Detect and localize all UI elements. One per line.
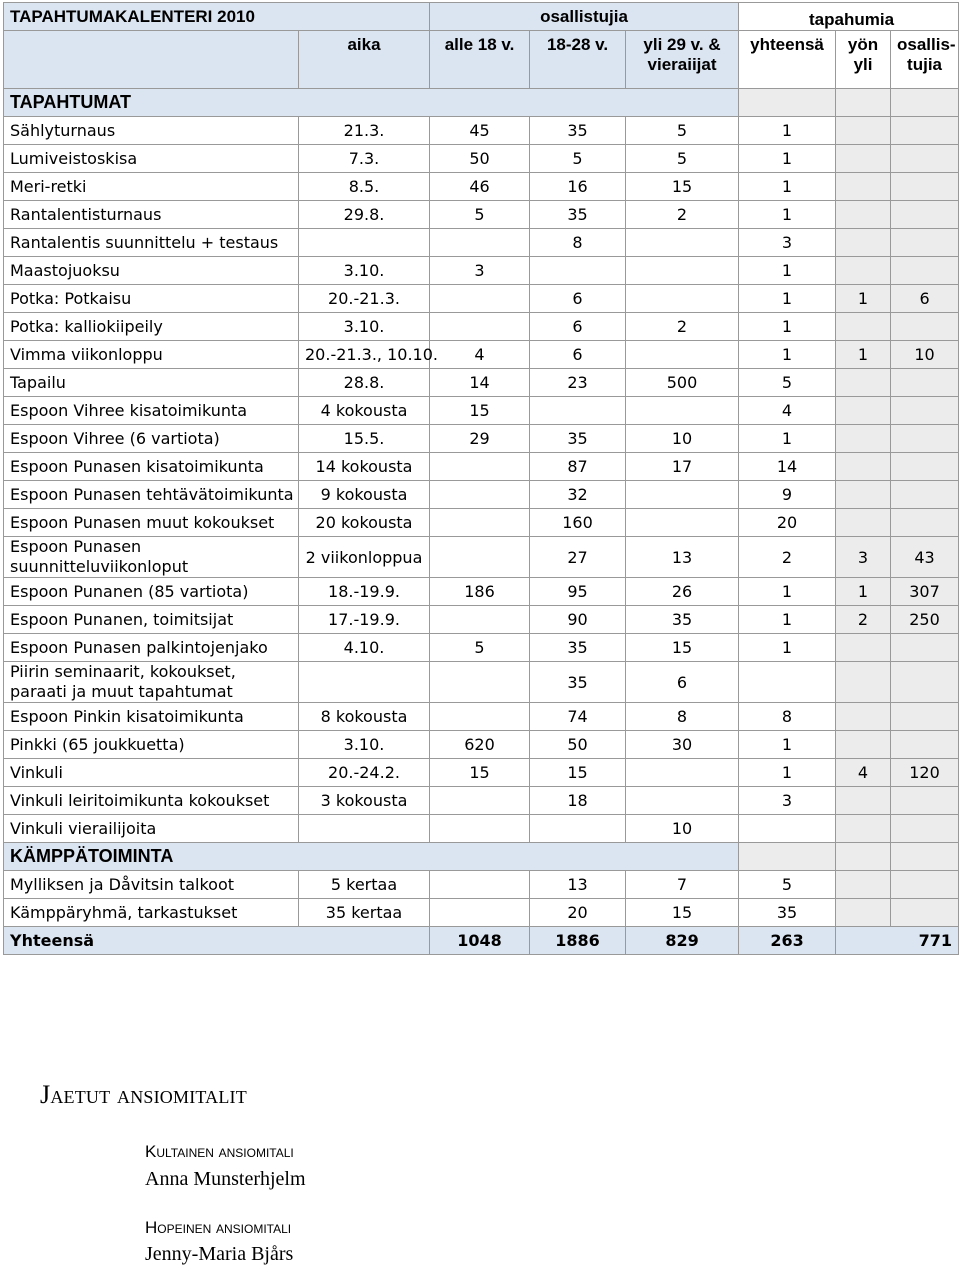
event-count: 5 bbox=[430, 634, 530, 662]
event-participants bbox=[891, 815, 959, 843]
totals-row bbox=[4, 927, 959, 955]
event-count: 35 bbox=[739, 899, 836, 927]
event-count: 1 bbox=[739, 606, 836, 634]
event-name: Espoon Punasen kisatoimikunta bbox=[4, 453, 299, 481]
event-count: 2 bbox=[739, 537, 836, 578]
event-count: 9 bbox=[739, 481, 836, 509]
section-events-row bbox=[4, 89, 959, 117]
event-count: 74 bbox=[530, 703, 626, 731]
event-count: 1 bbox=[739, 578, 836, 606]
event-count: 16 bbox=[530, 173, 626, 201]
event-time: 29.8. bbox=[299, 201, 430, 229]
section-kamppa-row bbox=[4, 843, 959, 871]
event-count: 6 bbox=[530, 285, 626, 313]
event-count bbox=[430, 871, 530, 899]
event-nights bbox=[836, 313, 891, 341]
event-time: 7.3. bbox=[299, 145, 430, 173]
event-participants: 43 bbox=[891, 537, 959, 578]
event-name: Meri-retki bbox=[4, 173, 299, 201]
event-time: 3.10. bbox=[299, 313, 430, 341]
event-participants bbox=[891, 369, 959, 397]
event-count: 620 bbox=[430, 731, 530, 759]
event-participants bbox=[891, 871, 959, 899]
event-participants: 120 bbox=[891, 759, 959, 787]
calendar-title: TAPAHTUMAKALENTERI 2010 bbox=[4, 3, 430, 31]
event-participants bbox=[891, 229, 959, 257]
table-row bbox=[4, 229, 959, 257]
event-count bbox=[430, 899, 530, 927]
table-row bbox=[4, 201, 959, 229]
gold-medal-title: Kultainen ansiomitali bbox=[145, 1142, 294, 1161]
event-participants: 10 bbox=[891, 341, 959, 369]
event-count: 1 bbox=[739, 145, 836, 173]
event-count: 13 bbox=[626, 537, 739, 578]
event-participants bbox=[891, 453, 959, 481]
event-name: Vinkuli bbox=[4, 759, 299, 787]
event-count bbox=[430, 606, 530, 634]
event-time: 5 kertaa bbox=[299, 871, 430, 899]
medals-title: Jaetut ansiomitalit bbox=[40, 1080, 247, 1109]
event-time: 14 kokousta bbox=[299, 453, 430, 481]
event-nights bbox=[836, 662, 891, 703]
event-time: 3.10. bbox=[299, 257, 430, 285]
event-count bbox=[430, 481, 530, 509]
event-participants bbox=[891, 425, 959, 453]
event-time bbox=[299, 815, 430, 843]
event-name: Vinkuli vierailijoita bbox=[4, 815, 299, 843]
totals-value: 1886 bbox=[530, 927, 626, 955]
col-18-28-header: 18-28 v. bbox=[530, 31, 626, 89]
col-participants-header: osallis- tujia bbox=[891, 31, 959, 89]
event-nights bbox=[836, 703, 891, 731]
event-count: 3 bbox=[739, 229, 836, 257]
event-participants bbox=[891, 787, 959, 815]
event-nights bbox=[836, 509, 891, 537]
event-calendar-table bbox=[3, 2, 959, 955]
header-row-1 bbox=[4, 3, 959, 31]
table-row bbox=[4, 117, 959, 145]
event-time: 17.-19.9. bbox=[299, 606, 430, 634]
event-nights: 1 bbox=[836, 578, 891, 606]
table-row bbox=[4, 759, 959, 787]
event-participants: 307 bbox=[891, 578, 959, 606]
event-nights bbox=[836, 815, 891, 843]
event-count: 10 bbox=[626, 425, 739, 453]
event-count: 5 bbox=[739, 871, 836, 899]
event-nights bbox=[836, 899, 891, 927]
gold-medal-recipient: Anna Munsterhjelm bbox=[145, 1168, 306, 1190]
event-count: 27 bbox=[530, 537, 626, 578]
event-count: 20 bbox=[530, 899, 626, 927]
event-nights bbox=[836, 731, 891, 759]
event-count: 6 bbox=[530, 313, 626, 341]
event-count bbox=[626, 229, 739, 257]
table-row bbox=[4, 787, 959, 815]
event-name: Vinkuli leiritoimikunta kokoukset bbox=[4, 787, 299, 815]
event-count bbox=[626, 257, 739, 285]
nights-group-header: tapahumia bbox=[739, 3, 959, 31]
event-time: 9 kokousta bbox=[299, 481, 430, 509]
event-name: Rantalentisturnaus bbox=[4, 201, 299, 229]
table-row bbox=[4, 257, 959, 285]
event-count: 15 bbox=[626, 899, 739, 927]
event-count bbox=[430, 453, 530, 481]
event-count: 160 bbox=[530, 509, 626, 537]
event-nights: 4 bbox=[836, 759, 891, 787]
event-count: 4 bbox=[430, 341, 530, 369]
event-count: 35 bbox=[626, 606, 739, 634]
event-count bbox=[739, 662, 836, 703]
event-nights bbox=[836, 257, 891, 285]
event-count bbox=[626, 341, 739, 369]
table-row bbox=[4, 703, 959, 731]
event-count: 3 bbox=[739, 787, 836, 815]
event-count bbox=[626, 397, 739, 425]
event-count bbox=[430, 537, 530, 578]
event-participants: 6 bbox=[891, 285, 959, 313]
table-row bbox=[4, 173, 959, 201]
event-count: 30 bbox=[626, 731, 739, 759]
table-row bbox=[4, 453, 959, 481]
col-total-header: yhteensä bbox=[739, 31, 836, 89]
event-time: 21.3. bbox=[299, 117, 430, 145]
table-row bbox=[4, 634, 959, 662]
event-count: 8 bbox=[739, 703, 836, 731]
event-participants bbox=[891, 634, 959, 662]
event-time: 8 kokousta bbox=[299, 703, 430, 731]
table-row bbox=[4, 731, 959, 759]
event-name: Sählyturnaus bbox=[4, 117, 299, 145]
table-row bbox=[4, 397, 959, 425]
event-count: 50 bbox=[430, 145, 530, 173]
event-nights: 1 bbox=[836, 285, 891, 313]
event-count: 20 bbox=[739, 509, 836, 537]
event-nights bbox=[836, 229, 891, 257]
event-name: Maastojuoksu bbox=[4, 257, 299, 285]
event-name: Mylliksen ja Dåvitsin talkoot bbox=[4, 871, 299, 899]
event-count: 90 bbox=[530, 606, 626, 634]
event-name: Espoon Pinkin kisatoimikunta bbox=[4, 703, 299, 731]
event-count: 32 bbox=[530, 481, 626, 509]
event-nights bbox=[836, 369, 891, 397]
col-nights-header: yön yli bbox=[836, 31, 891, 89]
event-time bbox=[299, 662, 430, 703]
event-time: 2 viikonloppua bbox=[299, 537, 430, 578]
event-count: 45 bbox=[430, 117, 530, 145]
event-name: Piirin seminaarit, kokoukset, paraati ja muut tapahtumat bbox=[4, 662, 299, 703]
event-time: 15.5. bbox=[299, 425, 430, 453]
event-count: 5 bbox=[530, 145, 626, 173]
event-participants bbox=[891, 257, 959, 285]
event-time: 28.8. bbox=[299, 369, 430, 397]
event-count bbox=[626, 509, 739, 537]
event-count: 1 bbox=[739, 285, 836, 313]
event-nights bbox=[836, 453, 891, 481]
header-row-2 bbox=[4, 31, 959, 89]
event-count bbox=[430, 313, 530, 341]
event-count: 186 bbox=[430, 578, 530, 606]
table-row bbox=[4, 313, 959, 341]
event-participants bbox=[891, 662, 959, 703]
table-row bbox=[4, 425, 959, 453]
event-count: 7 bbox=[626, 871, 739, 899]
table-row bbox=[4, 578, 959, 606]
medals-section bbox=[40, 1080, 306, 1265]
event-time bbox=[299, 229, 430, 257]
event-nights: 1 bbox=[836, 341, 891, 369]
event-name: Espoon Punasen tehtävätoimikunta bbox=[4, 481, 299, 509]
event-count: 50 bbox=[530, 731, 626, 759]
event-nights bbox=[836, 481, 891, 509]
event-time: 18.-19.9. bbox=[299, 578, 430, 606]
event-name: Espoon Punasen muut kokoukset bbox=[4, 509, 299, 537]
event-name: Espoon Vihree (6 vartiota) bbox=[4, 425, 299, 453]
silver-medal-recipient: Jenny-Maria Bjårs bbox=[145, 1243, 294, 1265]
event-count: 35 bbox=[530, 634, 626, 662]
event-participants bbox=[891, 481, 959, 509]
event-participants: 250 bbox=[891, 606, 959, 634]
event-count: 17 bbox=[626, 453, 739, 481]
event-time: 3 kokousta bbox=[299, 787, 430, 815]
event-count bbox=[430, 662, 530, 703]
event-count: 1 bbox=[739, 201, 836, 229]
event-count: 10 bbox=[626, 815, 739, 843]
table-row bbox=[4, 285, 959, 313]
event-count: 6 bbox=[626, 662, 739, 703]
event-name: Espoon Punanen (85 vartiota) bbox=[4, 578, 299, 606]
event-count: 14 bbox=[430, 369, 530, 397]
event-count: 1 bbox=[739, 634, 836, 662]
event-participants bbox=[891, 313, 959, 341]
event-count bbox=[626, 787, 739, 815]
event-name: Espoon Punasen suunnitteluviikonloput bbox=[4, 537, 299, 578]
event-name: Potka: Potkaisu bbox=[4, 285, 299, 313]
table-row bbox=[4, 899, 959, 927]
event-count: 5 bbox=[626, 117, 739, 145]
event-nights bbox=[836, 117, 891, 145]
event-count: 46 bbox=[430, 173, 530, 201]
event-count: 1 bbox=[739, 257, 836, 285]
event-count: 35 bbox=[530, 201, 626, 229]
event-count bbox=[430, 285, 530, 313]
event-name: Espoon Punanen, toimitsijat bbox=[4, 606, 299, 634]
silver-medal-title: Hopeinen ansiomitali bbox=[145, 1218, 292, 1237]
event-time: 20.-24.2. bbox=[299, 759, 430, 787]
event-count: 87 bbox=[530, 453, 626, 481]
event-nights bbox=[836, 634, 891, 662]
event-count: 15 bbox=[626, 173, 739, 201]
event-count bbox=[530, 397, 626, 425]
table-row bbox=[4, 341, 959, 369]
event-count: 15 bbox=[530, 759, 626, 787]
table-row bbox=[4, 509, 959, 537]
event-count: 35 bbox=[530, 117, 626, 145]
event-participants bbox=[891, 397, 959, 425]
event-count: 29 bbox=[430, 425, 530, 453]
event-count: 23 bbox=[530, 369, 626, 397]
event-time: 20 kokousta bbox=[299, 509, 430, 537]
event-participants bbox=[891, 145, 959, 173]
event-participants bbox=[891, 173, 959, 201]
table-row bbox=[4, 815, 959, 843]
event-name: Lumiveistoskisa bbox=[4, 145, 299, 173]
event-participants bbox=[891, 509, 959, 537]
event-time: 35 kertaa bbox=[299, 899, 430, 927]
event-count: 4 bbox=[739, 397, 836, 425]
event-nights bbox=[836, 201, 891, 229]
event-nights bbox=[836, 173, 891, 201]
event-count: 1 bbox=[739, 759, 836, 787]
table-row bbox=[4, 606, 959, 634]
event-count bbox=[626, 285, 739, 313]
participants-group-header: osallistujia bbox=[430, 3, 739, 31]
event-count: 1 bbox=[739, 341, 836, 369]
totals-label: Yhteensä bbox=[4, 927, 430, 955]
event-time: 4.10. bbox=[299, 634, 430, 662]
event-nights bbox=[836, 425, 891, 453]
event-count: 1 bbox=[739, 313, 836, 341]
event-count: 3 bbox=[430, 257, 530, 285]
event-time: 3.10. bbox=[299, 731, 430, 759]
event-name: Espoon Vihree kisatoimikunta bbox=[4, 397, 299, 425]
col-over29-header: yli 29 v. & vieraiijat bbox=[626, 31, 739, 89]
event-count: 35 bbox=[530, 425, 626, 453]
event-count: 8 bbox=[530, 229, 626, 257]
event-count bbox=[530, 815, 626, 843]
event-nights bbox=[836, 145, 891, 173]
table-row bbox=[4, 481, 959, 509]
event-count: 15 bbox=[626, 634, 739, 662]
event-count: 15 bbox=[430, 397, 530, 425]
totals-participants: 771 bbox=[836, 927, 959, 955]
event-count: 5 bbox=[626, 145, 739, 173]
event-count: 1 bbox=[739, 117, 836, 145]
event-name: Espoon Punasen palkintojenjako bbox=[4, 634, 299, 662]
col-under18-header: alle 18 v. bbox=[430, 31, 530, 89]
event-count bbox=[626, 481, 739, 509]
event-count: 35 bbox=[530, 662, 626, 703]
event-time: 20.-21.3., 10.10. bbox=[299, 341, 430, 369]
event-name: Kämppäryhmä, tarkastukset bbox=[4, 899, 299, 927]
event-name: Rantalentis suunnittelu + testaus bbox=[4, 229, 299, 257]
event-nights bbox=[836, 787, 891, 815]
section-events-title: TAPAHTUMAT bbox=[4, 89, 739, 117]
totals-value: 263 bbox=[739, 927, 836, 955]
event-count: 5 bbox=[430, 201, 530, 229]
event-count bbox=[430, 787, 530, 815]
event-count: 8 bbox=[626, 703, 739, 731]
event-participants bbox=[891, 117, 959, 145]
event-count bbox=[430, 815, 530, 843]
event-participants bbox=[891, 201, 959, 229]
table-row bbox=[4, 537, 959, 578]
event-count: 1 bbox=[739, 173, 836, 201]
event-count: 15 bbox=[430, 759, 530, 787]
event-count bbox=[739, 815, 836, 843]
event-count bbox=[530, 257, 626, 285]
event-name: Potka: kalliokiipeily bbox=[4, 313, 299, 341]
event-count: 2 bbox=[626, 201, 739, 229]
event-nights bbox=[836, 871, 891, 899]
event-count bbox=[430, 229, 530, 257]
event-count: 6 bbox=[530, 341, 626, 369]
event-count: 500 bbox=[626, 369, 739, 397]
event-nights: 3 bbox=[836, 537, 891, 578]
event-count: 18 bbox=[530, 787, 626, 815]
event-count: 95 bbox=[530, 578, 626, 606]
event-count: 26 bbox=[626, 578, 739, 606]
event-nights: 2 bbox=[836, 606, 891, 634]
event-count: 1 bbox=[739, 425, 836, 453]
event-participants bbox=[891, 731, 959, 759]
event-count bbox=[430, 703, 530, 731]
event-count bbox=[430, 509, 530, 537]
totals-value: 1048 bbox=[430, 927, 530, 955]
event-time: 20.-21.3. bbox=[299, 285, 430, 313]
event-count: 2 bbox=[626, 313, 739, 341]
table-row bbox=[4, 369, 959, 397]
event-time: 4 kokousta bbox=[299, 397, 430, 425]
event-time: 8.5. bbox=[299, 173, 430, 201]
section-kamppa-title: KÄMPPÄTOIMINTA bbox=[4, 843, 739, 871]
event-name: Pinkki (65 joukkuetta) bbox=[4, 731, 299, 759]
event-count: 13 bbox=[530, 871, 626, 899]
event-name: Tapailu bbox=[4, 369, 299, 397]
table-row bbox=[4, 145, 959, 173]
event-count bbox=[626, 759, 739, 787]
event-count: 5 bbox=[739, 369, 836, 397]
event-count: 14 bbox=[739, 453, 836, 481]
totals-value: 829 bbox=[626, 927, 739, 955]
event-nights bbox=[836, 397, 891, 425]
event-participants bbox=[891, 703, 959, 731]
event-name: Vimma viikonloppu bbox=[4, 341, 299, 369]
table-row bbox=[4, 662, 959, 703]
event-participants bbox=[891, 899, 959, 927]
table-row bbox=[4, 871, 959, 899]
col-time-header: aika bbox=[299, 31, 430, 89]
event-count: 1 bbox=[739, 731, 836, 759]
